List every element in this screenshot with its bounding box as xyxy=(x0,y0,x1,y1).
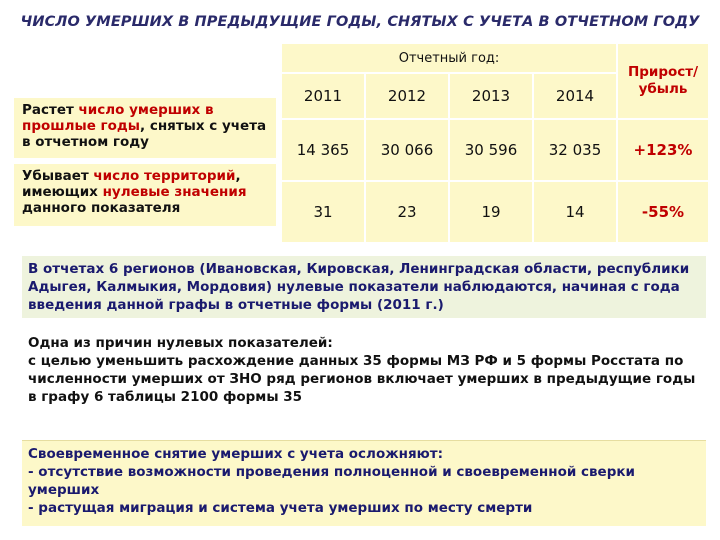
reason-note xyxy=(22,330,706,410)
complications-note xyxy=(22,440,706,526)
growth-cell: +123% xyxy=(618,120,708,180)
table-cell: 23 xyxy=(366,182,448,242)
table-cell: 14 365 xyxy=(282,120,364,180)
table-cell: 30 596 xyxy=(450,120,532,180)
row-label-territories xyxy=(14,164,276,226)
mortality-table xyxy=(14,44,710,242)
year-header: 2011 xyxy=(282,74,364,118)
table-cell: 31 xyxy=(282,182,364,242)
regions-note: В отчетах 6 регионов (Ивановская, Кировская, Ленинградская области, республики Адыгея, Калмыкия, Мордовия) нулевые показатели наблюдаются, начиная с года введения данной графы в отчетные формы (2011 г.) xyxy=(22,256,706,318)
row-label-deaths xyxy=(14,98,276,158)
row-label-part: Убывает xyxy=(22,168,94,184)
row-label-part: , имеющих xyxy=(22,168,241,200)
row-label-part: данного показателя xyxy=(22,200,181,216)
row-label-highlight: нулевые значения xyxy=(102,184,247,200)
reason-title: Одна из причин нулевых показателей: xyxy=(28,335,333,351)
row-label-highlight: число территорий xyxy=(93,168,236,184)
complication-item: - отсутствие возможности проведения полноценной и своевременной сверки умерших xyxy=(28,464,635,498)
growth-header: Прирост/ убыль xyxy=(618,44,708,118)
row-label-part: Растет xyxy=(22,102,79,118)
growth-cell: -55% xyxy=(618,182,708,242)
row-label-highlight: в прошлые годы xyxy=(22,102,214,134)
reason-text: с целью уменьшить расхождение данных 35 формы МЗ РФ и 5 формы Росстата по численности умерших от ЗНО ряд регионов включает умерших в предыдущие годы в графу 6 таблицы 2100 формы 35 xyxy=(28,353,696,405)
table-cell: 30 066 xyxy=(366,120,448,180)
year-header: 2014 xyxy=(534,74,616,118)
table-cell: 32 035 xyxy=(534,120,616,180)
table-cell: 19 xyxy=(450,182,532,242)
year-header: 2013 xyxy=(450,74,532,118)
row-label-part: , снятых с учета в отчетном году xyxy=(22,118,267,150)
row-label-highlight: число умерших xyxy=(78,102,201,118)
table-cell: 14 xyxy=(534,182,616,242)
page-title: ЧИСЛО УМЕРШИХ В ПРЕДЫДУЩИЕ ГОДЫ, СНЯТЫХ С УЧЕТА В ОТЧЕТНОМ ГОДУ xyxy=(20,14,700,30)
complications-title: Своевременное снятие умерших с учета осложняют: xyxy=(28,446,443,462)
complication-item: - растущая миграция и система учета умерших по месту смерти xyxy=(28,500,533,516)
year-header: 2012 xyxy=(366,74,448,118)
period-header: Отчетный год: xyxy=(282,44,616,72)
